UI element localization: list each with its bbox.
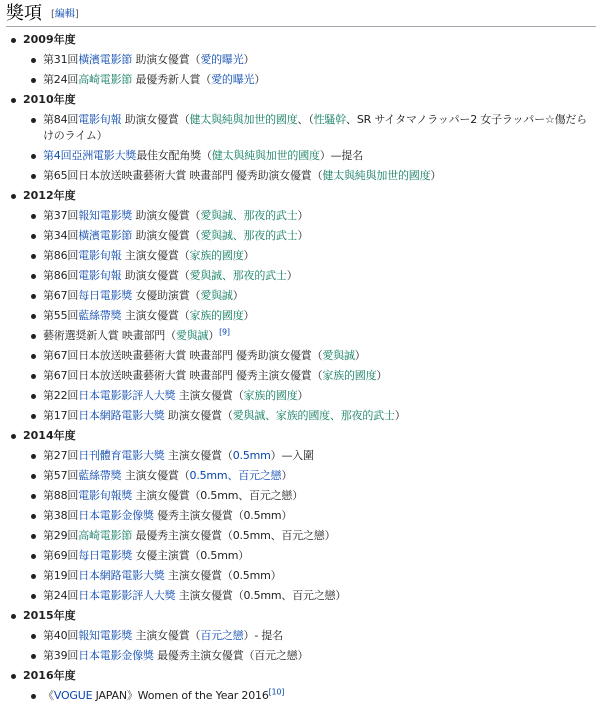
award-text: 第37回 <box>43 209 79 222</box>
year-section <box>0 90 600 186</box>
wiki-link[interactable]: 愛與誠、那夜的武士 <box>189 269 287 282</box>
wiki-link[interactable]: 報知電影獎 <box>78 209 133 222</box>
year-section <box>0 426 600 606</box>
year-section <box>0 606 600 666</box>
award-item <box>0 526 600 546</box>
award-text: 助演女優賞（ <box>164 409 233 422</box>
award-item <box>0 466 600 486</box>
wiki-link[interactable]: 日本電影影評人大獎 <box>78 589 176 602</box>
award-text: 第40回 <box>43 629 79 642</box>
wiki-link[interactable]: 0.5mm、百元之戀 <box>189 469 282 482</box>
award-text: 第39回 <box>43 649 79 662</box>
award-text: 助演女優賞（ <box>121 269 190 282</box>
award-item <box>0 286 600 306</box>
wiki-link[interactable]: 每日電影獎 <box>78 289 133 302</box>
wiki-link[interactable]: 愛的曝光 <box>211 73 255 86</box>
wiki-link[interactable]: 日本電影金像獎 <box>78 509 154 522</box>
award-text: 第31回 <box>43 53 79 66</box>
award-item <box>0 50 600 70</box>
award-text: 第17回 <box>43 409 79 422</box>
award-text: 第38回 <box>43 509 79 522</box>
award-text: 主演女優賞（ <box>121 249 190 262</box>
award-text: 第22回 <box>43 389 79 402</box>
award-item <box>0 366 600 386</box>
wiki-link[interactable]: 電影旬報 <box>78 249 122 262</box>
wiki-link[interactable]: 愛與誠 <box>322 349 355 362</box>
award-text: ） <box>254 73 266 86</box>
award-item <box>0 486 600 506</box>
award-item <box>0 586 600 606</box>
award-item <box>0 406 600 426</box>
wiki-link[interactable]: VOGUE <box>53 689 93 702</box>
wiki-link[interactable]: 第4回亞洲電影大獎 <box>43 149 137 162</box>
award-text: 助演女優賞（ <box>121 113 190 126</box>
award-text: ） <box>394 409 406 422</box>
award-text: ） <box>430 169 442 182</box>
wiki-link[interactable]: 電影旬報獎 <box>78 489 133 502</box>
award-item <box>0 70 600 90</box>
award-item <box>0 306 600 326</box>
wiki-link[interactable]: 日本電影金像獎 <box>78 649 154 662</box>
award-text: 第24回 <box>43 589 79 602</box>
award-text: ）- 提名 <box>243 629 283 642</box>
wiki-link[interactable]: 日本網路電影大獎 <box>78 409 165 422</box>
section-heading <box>6 0 596 27</box>
award-item <box>0 566 600 586</box>
award-text: 第65回日本放送映畫藝術大賞 映畫部門 優秀助演女優賞（ <box>43 169 323 182</box>
award-text: 《 <box>43 689 54 702</box>
edit-section: [編輯] <box>51 9 79 20</box>
wiki-link[interactable]: 藍絲帶獎 <box>78 309 122 322</box>
wiki-link[interactable]: 健太與純與加世的國度 <box>211 149 320 162</box>
wiki-link[interactable]: 每日電影獎 <box>78 549 133 562</box>
award-text: 主演女優賞（ <box>175 389 244 402</box>
award-text: 主演女優賞（0.5mm、百元之戀） <box>132 489 304 502</box>
citation-link[interactable]: [9] <box>219 327 230 337</box>
award-text: 優秀主演女優賞（0.5mm） <box>153 509 293 522</box>
award-text: 助演女優賞（ <box>132 229 201 242</box>
award-text: JAPAN》Women of the Year 2016 <box>92 689 269 702</box>
wiki-link[interactable]: 家族的國度 <box>322 369 377 382</box>
wiki-link[interactable]: 愛與誠、那夜的武士 <box>200 209 298 222</box>
award-item <box>0 266 600 286</box>
wiki-link[interactable]: 報知電影獎 <box>78 629 133 642</box>
wiki-link[interactable]: 電影旬報 <box>78 113 122 126</box>
award-text: ） <box>297 209 309 222</box>
wiki-link[interactable]: 健太與純與加世的國度 <box>322 169 431 182</box>
award-text: 女優主演賞（0.5mm） <box>132 549 250 562</box>
wiki-link[interactable]: 橫濱電影節 <box>78 53 133 66</box>
award-text: 第29回 <box>43 529 79 542</box>
wiki-link[interactable]: 家族的國度 <box>189 309 244 322</box>
year-label: 2014年度 <box>0 426 600 446</box>
award-text: 第67回日本放送映畫藝術大賞 映畫部門 優秀主演女優賞（ <box>43 369 323 382</box>
award-text: ） <box>232 289 244 302</box>
year-label: 2015年度 <box>0 606 600 626</box>
award-text: ） <box>354 349 366 362</box>
award-text: ） <box>243 249 255 262</box>
year-label: 2010年度 <box>0 90 600 110</box>
citation-link[interactable]: [10] <box>268 687 285 697</box>
wiki-link[interactable]: 愛與誠 <box>200 289 233 302</box>
award-text: 助演女優賞（ <box>132 53 201 66</box>
award-text: 第19回 <box>43 569 79 582</box>
award-text: ） <box>297 389 309 402</box>
award-text: ） <box>297 229 309 242</box>
award-text: 第84回 <box>43 113 79 126</box>
award-text: 主演女優賞（0.5mm、百元之戀） <box>175 589 347 602</box>
award-text: 主演女優賞（0.5mm） <box>164 569 282 582</box>
year-label: 2009年度 <box>0 30 600 50</box>
year-section <box>0 30 600 90</box>
award-item <box>0 246 600 266</box>
award-text: 最佳女配角獎（ <box>136 149 212 162</box>
award-text: 主演女優賞（ <box>132 629 201 642</box>
award-text: ）—入圍 <box>270 449 314 462</box>
award-item <box>0 346 600 366</box>
wiki-link[interactable]: 家族的國度 <box>243 389 298 402</box>
award-text: 主演女優賞（ <box>121 309 190 322</box>
wiki-link[interactable]: 日本網路電影大獎 <box>78 569 165 582</box>
award-text: 最優秀新人賞（ <box>132 73 212 86</box>
award-item <box>0 546 600 566</box>
edit-link[interactable]: 編輯 <box>54 9 75 20</box>
section-title: 獎項 <box>6 3 42 24</box>
award-item <box>0 446 600 466</box>
wiki-link[interactable]: 藍絲帶獎 <box>78 469 122 482</box>
award-text: ） <box>208 329 220 342</box>
wiki-link[interactable]: 百元之戀 <box>200 629 244 642</box>
wiki-link[interactable]: 家族的國度 <box>189 249 244 262</box>
year-label: 2012年度 <box>0 186 600 206</box>
award-text: 第55回 <box>43 309 79 322</box>
award-item <box>0 326 600 346</box>
award-text: 藝術選奨新人賞 映畫部門（ <box>43 329 176 342</box>
wiki-link[interactable]: 性騷幹 <box>313 113 347 126</box>
wiki-link[interactable]: 高崎電影節 <box>78 73 133 86</box>
award-text: 第69回 <box>43 549 79 562</box>
award-item <box>0 626 600 646</box>
wiki-link[interactable]: 日刊體育電影大獎 <box>78 449 165 462</box>
award-item <box>0 686 600 706</box>
wiki-link[interactable]: 愛與誠、家族的國度、那夜的武士 <box>232 409 395 422</box>
awards-list <box>0 30 600 706</box>
award-text: 第27回 <box>43 449 79 462</box>
award-item <box>0 506 600 526</box>
award-text: 女優助演賞（ <box>132 289 201 302</box>
wiki-link[interactable]: 橫濱電影節 <box>78 229 133 242</box>
wiki-link[interactable]: 電影旬報 <box>78 269 122 282</box>
award-item <box>0 110 600 146</box>
wiki-link[interactable]: 高崎電影節 <box>78 529 133 542</box>
award-text: 、（ <box>297 113 314 126</box>
award-item <box>0 646 600 666</box>
award-text: 助演女優賞（ <box>132 209 201 222</box>
award-text: 第24回 <box>43 73 79 86</box>
award-text: ） <box>281 469 293 482</box>
award-text: 、SR サイタマノラッパー2 女子ラッパー☆傷だらけのライム） <box>43 113 587 142</box>
award-item <box>0 166 600 186</box>
award-text: 主演女優賞（ <box>121 469 190 482</box>
award-text: 第67回 <box>43 289 79 302</box>
wiki-link[interactable]: 0.5mm <box>232 449 271 462</box>
award-item <box>0 386 600 406</box>
wiki-link[interactable]: 愛與誠、那夜的武士 <box>200 229 298 242</box>
award-text: ） <box>243 309 255 322</box>
award-text: 最優秀主演女優賞（百元之戀） <box>153 649 309 662</box>
award-text: 第34回 <box>43 229 79 242</box>
year-section <box>0 186 600 426</box>
award-text: 第86回 <box>43 269 79 282</box>
award-text: 第57回 <box>43 469 79 482</box>
award-text: 第88回 <box>43 489 79 502</box>
award-text: 最優秀主演女優賞（0.5mm、百元之戀） <box>132 529 336 542</box>
award-text: ） <box>243 53 255 66</box>
wiki-link[interactable]: 愛的曝光 <box>200 53 244 66</box>
award-item <box>0 226 600 246</box>
award-item <box>0 146 600 166</box>
award-text: ） <box>286 269 298 282</box>
award-text: 第67回日本放送映畫藝術大賞 映畫部門 優秀助演女優賞（ <box>43 349 323 362</box>
award-text: 第86回 <box>43 249 79 262</box>
wiki-link[interactable]: 健太與純與加世的國度 <box>189 113 298 126</box>
award-item <box>0 206 600 226</box>
wiki-link[interactable]: 日本電影影評人大獎 <box>78 389 176 402</box>
wiki-link[interactable]: 愛與誠 <box>175 329 209 342</box>
award-text: ） <box>376 369 388 382</box>
award-text: 主演女優賞（ <box>164 449 233 462</box>
year-section <box>0 666 600 706</box>
award-text: ）—提名 <box>319 149 364 162</box>
year-label: 2016年度 <box>0 666 600 686</box>
